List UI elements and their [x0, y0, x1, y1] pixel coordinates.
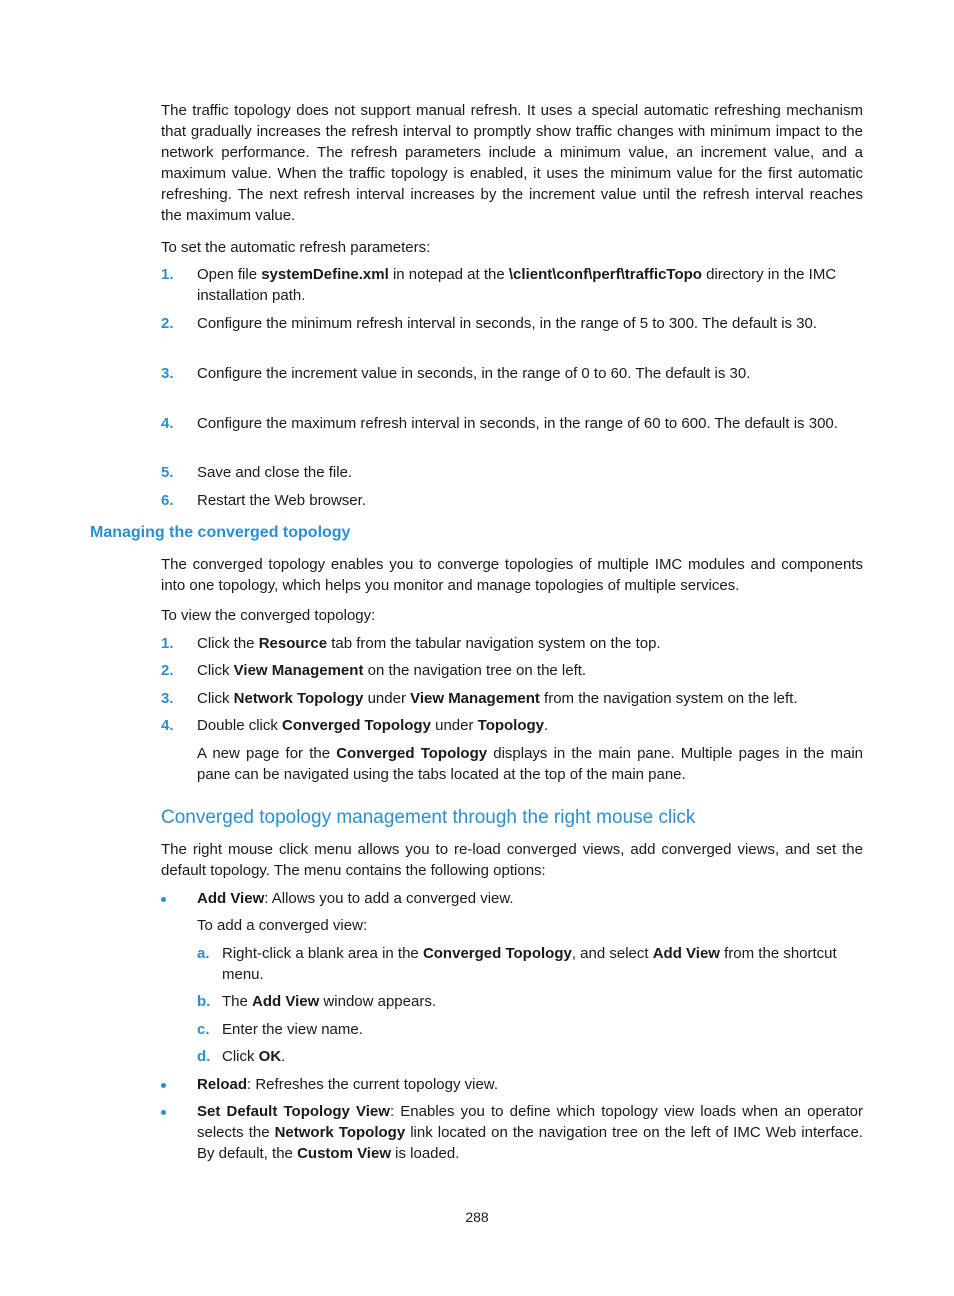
step-number: 2. [161, 662, 174, 679]
list-item [161, 1074, 863, 1095]
refresh-steps-intro: To set the automatic refresh parameters: [161, 239, 431, 256]
steps-intro: To view the converged topology: [161, 607, 376, 624]
step-number: 1. [161, 635, 174, 652]
step-number: 3. [161, 365, 174, 382]
sub-list-item [197, 1046, 863, 1067]
sub-list-item [197, 991, 863, 1012]
step-text: Right-click a blank area in the Converged Topology, and select Add View from the shortcut menu. [222, 945, 837, 983]
step-text: Click Network Topology under View Management from the navigation system on the left. [197, 690, 798, 707]
step-text: Configure the increment value in seconds, in the range of 0 to 60. The default is 30. [197, 365, 751, 382]
step-number: 6. [161, 492, 174, 509]
step-text: Save and close the file. [197, 464, 353, 481]
sub-list-item [197, 1019, 863, 1040]
step-number: 3. [161, 690, 174, 707]
step-text: The Add View window appears. [222, 993, 436, 1010]
list-item [161, 660, 863, 681]
section-heading: Managing the converged topology [90, 524, 351, 541]
bullet-text: Set Default Topology View: Enables you to define which topology view loads when an operator selects the Network Topology link located on the navigation tree on the left of IMC Web interface. By default, the Custom View is loaded. [197, 1103, 864, 1162]
list-item [161, 462, 863, 483]
bullet-icon [161, 1110, 166, 1115]
list-item [161, 490, 863, 511]
list-item [161, 715, 863, 736]
list-item [161, 633, 863, 654]
step-text: Enter the view name. [222, 1021, 363, 1038]
step-number: 5. [161, 464, 174, 481]
list-item [161, 413, 863, 434]
step-text: Click View Management on the navigation tree on the left. [197, 662, 587, 679]
step-text: Click the Resource tab from the tabular navigation system on the top. [197, 635, 661, 652]
step-note: A new page for the Converged Topology displays in the main pane. Multiple pages in the main pane can be navigated using the tabs located at the top of the main pane. [197, 745, 863, 783]
list-item [161, 363, 863, 384]
page-number: 288 [465, 1209, 489, 1225]
step-text: Click OK. [222, 1048, 286, 1065]
step-text: Open file systemDefine.xml in notepad at the \client\conf\perf\trafficTopo directory in the IMC installation path. [197, 266, 837, 304]
sub-steps-intro: To add a converged view: [197, 917, 368, 934]
step-number: 4. [161, 717, 174, 734]
step-letter: d. [197, 1048, 211, 1065]
list-item [161, 888, 863, 909]
list-item [161, 688, 863, 709]
bullet-text: Add View: Allows you to add a converged view. [197, 890, 514, 907]
step-number: 2. [161, 315, 174, 332]
step-text: Configure the maximum refresh interval in seconds, in the range of 60 to 600. The default is 300. [197, 415, 838, 432]
list-item [161, 313, 863, 334]
section-paragraph: The converged topology enables you to converge topologies of multiple IMC modules and components into one topology, which helps you monitor and manage topologies of multiple services. [161, 556, 863, 594]
step-text: Configure the minimum refresh interval in seconds, in the range of 5 to 300. The default is 30. [197, 315, 818, 332]
step-number: 1. [161, 266, 174, 283]
step-text: Double click Converged Topology under Topology. [197, 717, 549, 734]
list-item [161, 1101, 863, 1164]
bullet-icon [161, 897, 166, 902]
bullet-icon [161, 1083, 166, 1088]
bullet-text: Reload: Refreshes the current topology view. [197, 1076, 498, 1093]
step-letter: b. [197, 993, 211, 1010]
section-paragraph: The right mouse click menu allows you to re-load converged views, add converged views, and set the default topology. The menu contains the following options: [161, 841, 863, 879]
list-item [161, 264, 863, 306]
step-number: 4. [161, 415, 174, 432]
step-text: Restart the Web browser. [197, 492, 366, 509]
intro-paragraph: The traffic topology does not support manual refresh. It uses a special automatic refreshing mechanism that gradually increases the refresh interval to promptly show traffic changes with minimum impact to the network performance. The refresh parameters include a minimum value, an increment value, and a maximum value. When the traffic topology is enabled, it uses the minimum value for the first automatic refreshing. The next refresh interval increases by the increment value until the refresh interval reaches the maximum value. [161, 102, 863, 224]
step-letter: a. [197, 945, 210, 962]
subsection-heading: Converged topology management through the right mouse click [161, 807, 696, 828]
step-letter: c. [197, 1021, 210, 1038]
sub-list-item [197, 943, 863, 985]
